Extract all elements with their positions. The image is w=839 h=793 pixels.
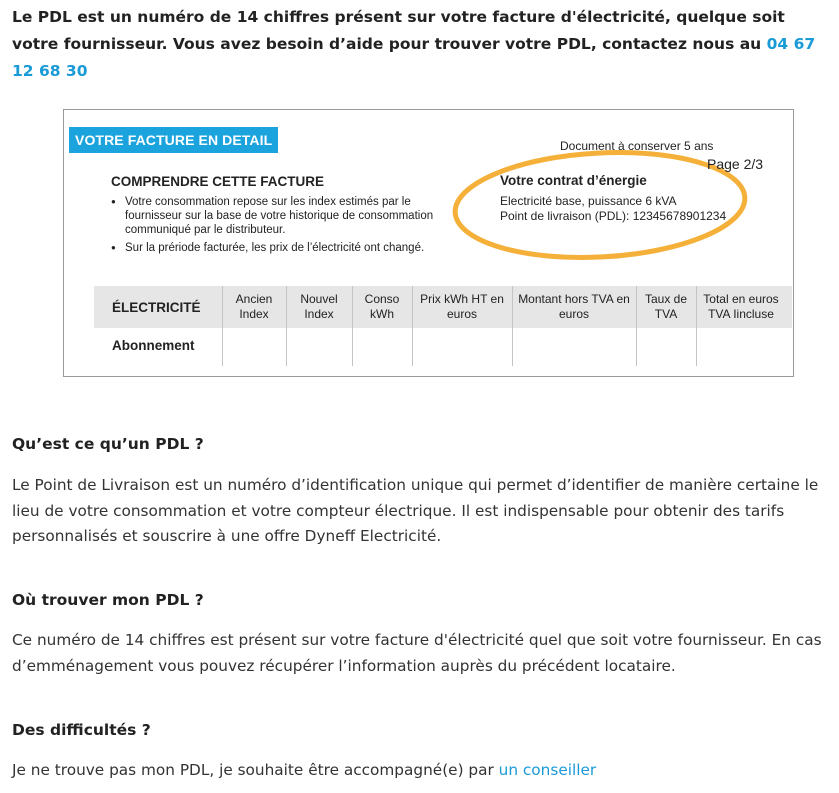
invoice-page-number: Page 2/3 bbox=[707, 156, 764, 172]
table-divider bbox=[286, 286, 287, 366]
understand-bullet: ● Votre consommation repose sur les index estimés par le fournisseur sur la base de votre historique de consommation communiqué par le distributeur. bbox=[109, 195, 454, 237]
table-divider bbox=[636, 286, 637, 366]
advisor-link[interactable]: un conseiller bbox=[498, 761, 597, 779]
contract-pdl-line: Point de livraison (PDL): 12345678901234 bbox=[500, 209, 727, 223]
table-divider bbox=[222, 286, 223, 366]
table-divider bbox=[412, 286, 413, 366]
intro-text: Le PDL est un numéro de 14 chiffres présent sur votre facture d'électricité, quelque soit votre fournisseur. Vous avez besoin d’aide pour trouver votre PDL, contactez nous au bbox=[12, 8, 785, 53]
section-title-what-is-pdl: Qu’est ce qu’un PDL ? bbox=[12, 435, 204, 453]
difficulties-text: Je ne trouve pas mon PDL, je souhaite être accompagné(e) par bbox=[12, 761, 499, 779]
section-body-where-pdl: Ce numéro de 14 chiffres est présent sur votre facture d'électricité quel que soit votre fournisseur. En cas d’emménagement vous pouvez récupérer l’information auprès du précédent locataire. bbox=[12, 631, 822, 675]
section-body-difficulties bbox=[12, 758, 827, 784]
invoice-keep-notice: Document à conserver 5 ans bbox=[560, 139, 714, 153]
intro-paragraph bbox=[12, 4, 824, 85]
table-row-label: Abonnement bbox=[112, 338, 195, 353]
understand-title: COMPRENDRE CETTE FACTURE bbox=[111, 174, 325, 189]
understand-list bbox=[109, 195, 454, 259]
contract-title: Votre contrat d’énergie bbox=[500, 173, 647, 188]
table-col-header: Nouvel Index bbox=[300, 292, 338, 321]
invoice-sample-image bbox=[63, 109, 794, 377]
table-col-header: Total en euros TVA Iincluse bbox=[703, 292, 779, 321]
table-col-header: Ancien Index bbox=[235, 292, 273, 321]
table-col-header: Conso kWh bbox=[364, 292, 400, 321]
section-title-difficulties: Des difficultés ? bbox=[12, 721, 151, 739]
contract-box bbox=[500, 173, 726, 224]
table-col-header: Taux de TVA bbox=[644, 292, 688, 321]
table-header-electricite: ÉLECTRICITÉ bbox=[112, 299, 201, 315]
invoice-tag: VOTRE FACTURE EN DETAIL bbox=[69, 127, 278, 153]
phone-link[interactable]: 04 67 12 68 30 bbox=[12, 35, 816, 80]
table-divider bbox=[512, 286, 513, 366]
table-col-header: Prix kWh HT en euros bbox=[420, 292, 504, 321]
contract-line: Electricité base, puissance 6 kVA bbox=[500, 194, 677, 208]
section-title-where-pdl: Où trouver mon PDL ? bbox=[12, 591, 204, 609]
table-divider bbox=[696, 286, 697, 366]
section-body-what-is-pdl: Le Point de Livraison est un numéro d’identification unique qui permet d’identifier de manière certaine le lieu de votre consommation et votre compteur électrique. Il est indispensable pour obtenir des tarifs personnalisés et souscrire à une offre Dyneff Electricité. bbox=[12, 476, 819, 545]
understand-bullet: ● Sur la prériode facturée, les prix de l’électricité ont changé. bbox=[109, 241, 454, 255]
table-divider bbox=[352, 286, 353, 366]
table-col-header: Montant hors TVA en euros bbox=[518, 292, 630, 321]
